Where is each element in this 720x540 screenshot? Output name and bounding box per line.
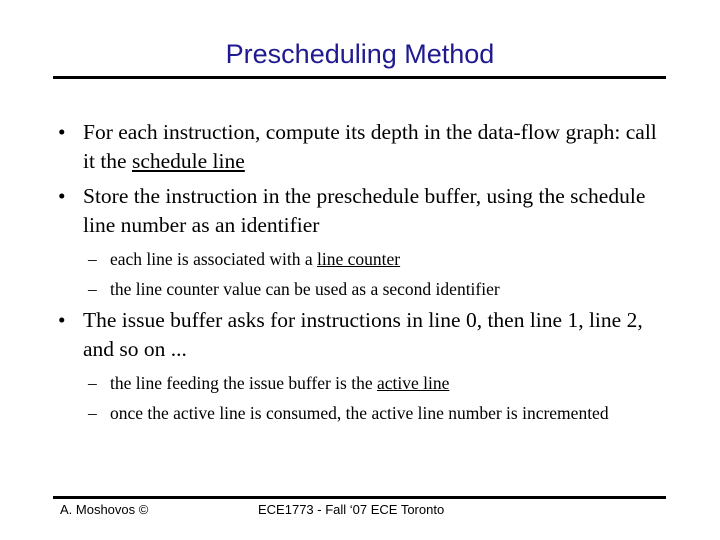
dash-marker: – (88, 249, 97, 269)
bullet-text: Store the instruction in the preschedule buffer, using the schedule line number as an identifier (83, 184, 646, 237)
footer-divider (53, 496, 666, 499)
bullet-item (56, 118, 666, 176)
bullet-text: The issue buffer asks for instructions in line 0, then line 1, line 2, and so on ... (83, 308, 643, 361)
bullet-marker: • (58, 120, 66, 144)
bullet-text: once the active line is consumed, the active line number is incremented (110, 403, 609, 423)
dash-marker: – (88, 279, 97, 299)
sub-bullet-item (56, 400, 666, 426)
sub-bullet-item (56, 370, 666, 396)
bullet-item (56, 182, 666, 240)
title-divider (53, 76, 666, 79)
bullet-text: each line is associated with a (110, 249, 318, 269)
dash-marker: – (88, 373, 97, 393)
underlined-term: schedule line (131, 149, 245, 173)
underlined-term: line counter (317, 249, 401, 269)
bullet-marker: • (58, 308, 66, 332)
slide-title: Prescheduling Method (225, 39, 495, 69)
bullet-item (56, 306, 666, 364)
sub-bullet-item (56, 276, 666, 302)
bullet-marker: • (58, 184, 66, 208)
bullet-text: For each instruction, compute its depth in the data-flow graph: call it the (83, 120, 657, 173)
footer-author: A. Moshovos © (60, 502, 149, 517)
footer-course: ECE1773 - Fall ‘07 ECE Toronto (258, 502, 445, 517)
dash-marker: – (88, 403, 97, 423)
bullet-text: the line counter value can be used as a second identifier (110, 279, 500, 299)
bullet-text: the line feeding the issue buffer is the (110, 373, 377, 393)
bullet-list (56, 118, 666, 430)
underlined-term: active line (376, 373, 450, 393)
sub-bullet-item (56, 246, 666, 272)
